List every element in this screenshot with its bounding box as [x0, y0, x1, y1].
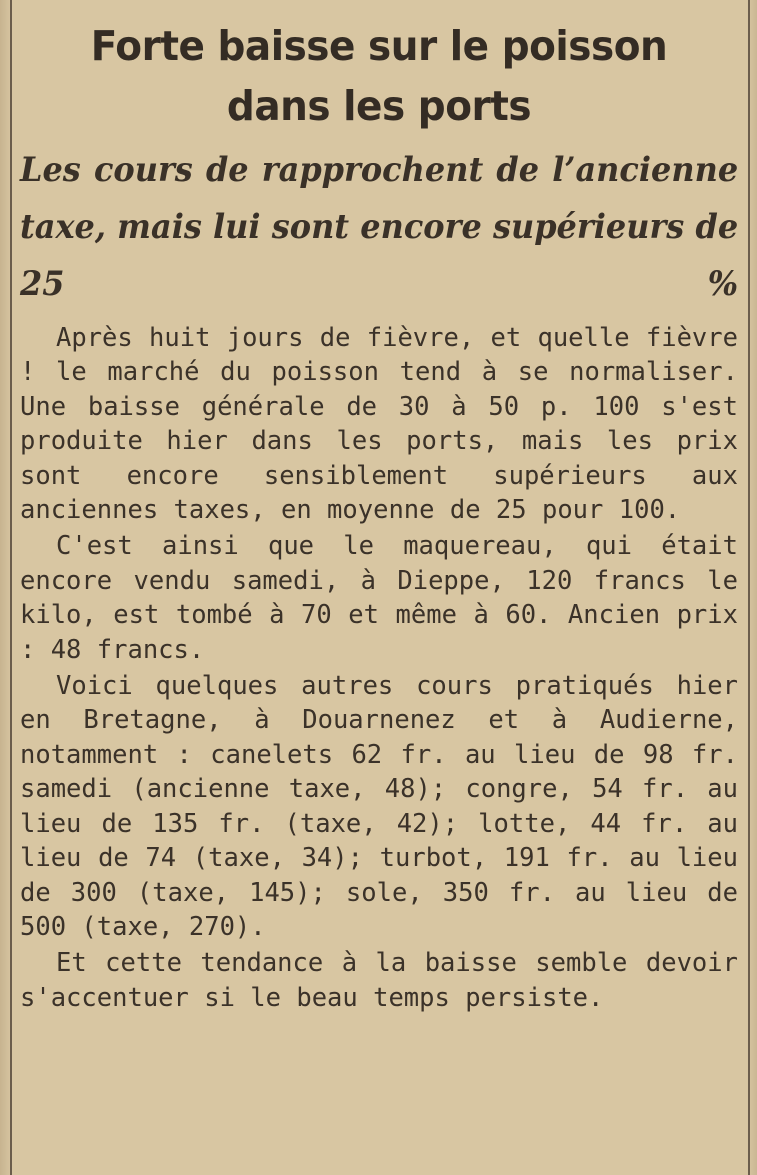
article-body — [20, 321, 738, 1015]
article — [20, 16, 738, 1015]
headline: Forte baisse sur le poisson dans les ports — [90, 22, 668, 130]
paragraph-2: C'est ainsi que le maquereau, qui était encore vendu samedi, à Dieppe, 120 francs le kilo, est tombé à 70 et même à 60. Ancien prix : 48 francs. — [20, 531, 738, 665]
column-rule-right — [748, 0, 750, 1175]
subheadline: Les cours de rapprochent de l’ancienne taxe, mais lui sont encore supérieurs de 25 % — [20, 150, 739, 304]
paragraph-1: Après huit jours de fièvre, et quelle fièvre ! le marché du poisson tend à se normaliser. Une baisse générale de 30 à 50 p. 100 s'est produite hier dans les ports, mais les prix sont encore sensiblement supérieurs aux anciennes taxes, en moyenne de 25 pour 100. — [20, 323, 738, 526]
column-rule-left — [10, 0, 12, 1175]
paragraph-3: Voici quelques autres cours pratiqués hier en Bretagne, à Douarnenez et à Audierne, notamment : canelets 62 fr. au lieu de 98 fr. samedi (ancienne taxe, 48); congre, 54 fr. au lieu de 135 fr. (taxe, 42); lotte, 44 fr. au lieu de 74 (taxe, 34); turbot, 191 fr. au lieu de 300 (taxe, 145); sole, 350 fr. au lieu de 500 (taxe, 270). — [20, 671, 738, 942]
paragraph-4: Et cette tendance à la baisse semble devoir s'accentuer si le beau temps persiste. — [20, 948, 738, 1013]
